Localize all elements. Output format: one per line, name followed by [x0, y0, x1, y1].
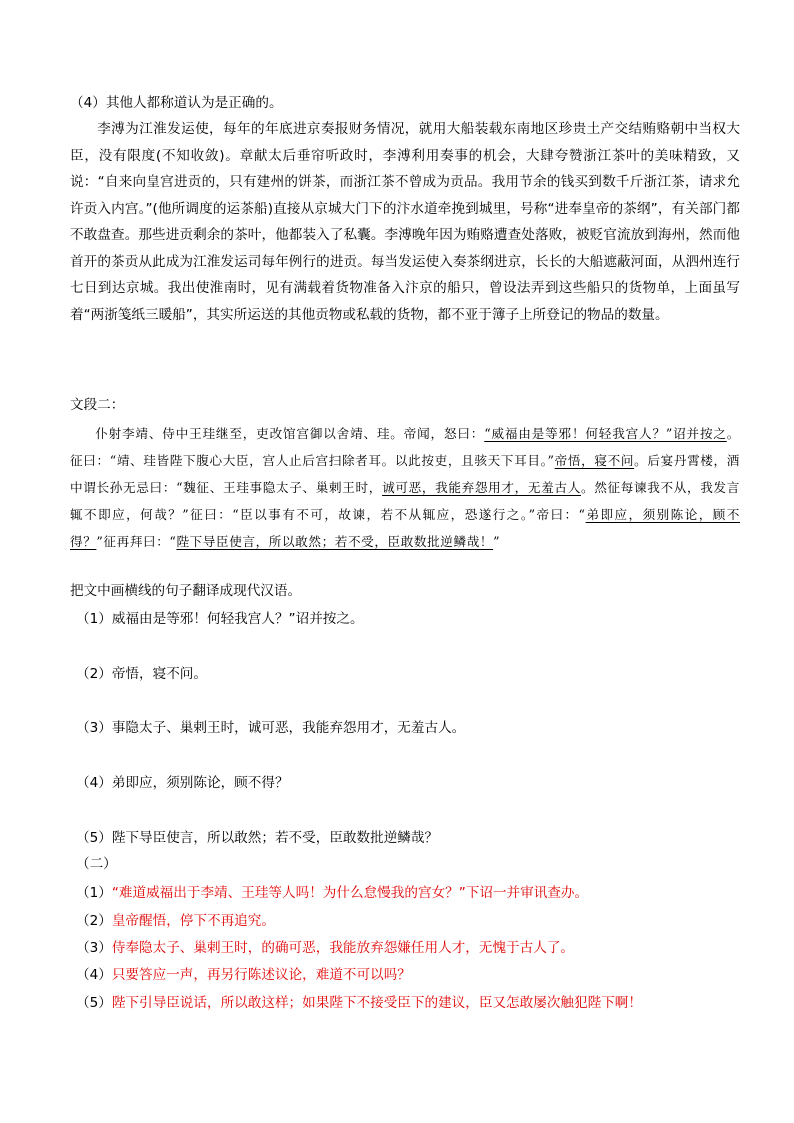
ancient-segment: ”征再拜曰：“: [96, 534, 177, 549]
ancient-segment: 仆射李靖、侍中王珪继至，吏改馆宫御以舍靖、珪。帝闻，怒曰：: [95, 426, 485, 441]
answer-number: （1）: [76, 885, 112, 901]
question-2: （2）帝悟，寝不问。: [76, 666, 207, 682]
answer-2: [76, 910, 736, 932]
answer-text: 陛下引导臣说话，所以敢这样；如果陛下不接受臣下的建议，臣又怎敢屡次触犯陛下啊！: [111, 995, 642, 1011]
answer-text: 皇帝醒悟，停下不再追究。: [111, 913, 275, 929]
ancient-segment: 。后宴丹霄楼，酒中谓长孙无忌曰：“魏征、王珪事隐太子、巢剌王时，: [70, 453, 740, 495]
answer-number: （3）: [76, 940, 112, 956]
section2-title: 文段二：: [70, 397, 125, 413]
answer-text: “难道威福出于李靖、王珪等人吗！为什么怠慢我的宫女？”下诏一并审讯查办。: [111, 885, 589, 901]
answer-number: （2）: [76, 913, 112, 929]
underlined-sentence-5: 陛下导臣使言，所以敢然；若不受，臣敢数批逆鳞哉！: [176, 534, 494, 549]
underlined-sentence-2: 帝悟，寝不问: [554, 453, 635, 468]
answer-number: （4）: [76, 967, 112, 983]
answer-3: [76, 937, 736, 959]
question-1: （1）威福由是等邪！何轻我宫人？”诏并按之。: [76, 611, 364, 627]
underlined-sentence-3: 诚可恶，我能弃怨用才，无羞古人: [382, 480, 581, 495]
ancient-text: [70, 420, 740, 555]
ancient-segment: ”: [493, 534, 501, 549]
answer-text: 只要答应一声，再另行陈述议论，难道不可以吗？: [111, 967, 411, 983]
ancient-segment: 。征曰：“靖、珪皆陛下腹心大臣，宫人止后宫扫除者耳。以此按吏，且骇天下耳目。”: [70, 426, 740, 468]
question-3: （3）事隐太子、巢剌王时，诚可恶，我能弃怨用才，无羞古人。: [76, 720, 466, 736]
answer-heading: （二）: [76, 856, 117, 872]
passage1-item4: （4）其他人都称道认为是正确的。: [70, 95, 283, 111]
passage1-body: 李溥为江淮发运使，每年的年底进京奏报财务情况，就用大船装载东南地区珍贵土产交结贿赂朝中当权大臣，没有限度(不知收敛)。章献太后垂帘听政时，李溥利用奏事的机会，大肆夸赞浙江茶叶的美味精致，又说：“自来向皇宫进贡的，只有建州的饼茶，而浙江茶不曾成为贡品。我用节余的钱买到数千斤浙江茶，请求允许贡入内宫。”(他所调度的运茶船)直接从京城大门下的汴水道牵挽到城里，号称“进奉皇帝的茶纲”，有关部门都不敢盘查。那些进贡剩余的茶叶，他都装入了私囊。李溥晚年因为贿赂遭查处落败，被贬官流放到海州，然而他首开的茶贡从此成为江淮发运司每年例行的进贡。每当发运使入奏茶纲进京，长长的大船遮蔽河面，从泗州连行七日到达京城。我出使淮南时，见有满载着货物准备入汴京的船只，曾设法弄到这些船只的货物单，上面虽写着“两浙笺纸三暖船”，其实所运送的其他贡物或私载的货物，都不亚于簿子上所登记的物品的数量。: [70, 121, 740, 323]
translation-instruction: 把文中画横线的句子翻译成现代汉语。: [70, 583, 302, 599]
answer-number: （5）: [76, 995, 112, 1011]
answer-1: [76, 882, 736, 904]
ancient-segment: 。然征每谏我不从，我发言辄不即应，何哉？”征曰：“臣以事有不可，故谏，若不从辄应，恐遂行之。”帝曰：“: [70, 480, 740, 522]
answer-text: 侍奉隐太子、巢剌王时，的确可恶，我能放弃怨嫌任用人才，无愧于古人了。: [111, 940, 575, 956]
answer-5: [76, 992, 736, 1014]
answer-4: [76, 964, 736, 986]
underlined-sentence-4: 弟即应，须别陈论，顾不得？: [70, 507, 740, 549]
question-4: （4）弟即应，须别陈论，顾不得？: [76, 775, 289, 791]
underlined-sentence-1: “威福由是等邪！何轻我宫人？”诏并按之: [484, 426, 727, 441]
question-5: （5）陛下导臣使言，所以敢然；若不受，臣敢数批逆鳞哉？: [76, 830, 439, 846]
